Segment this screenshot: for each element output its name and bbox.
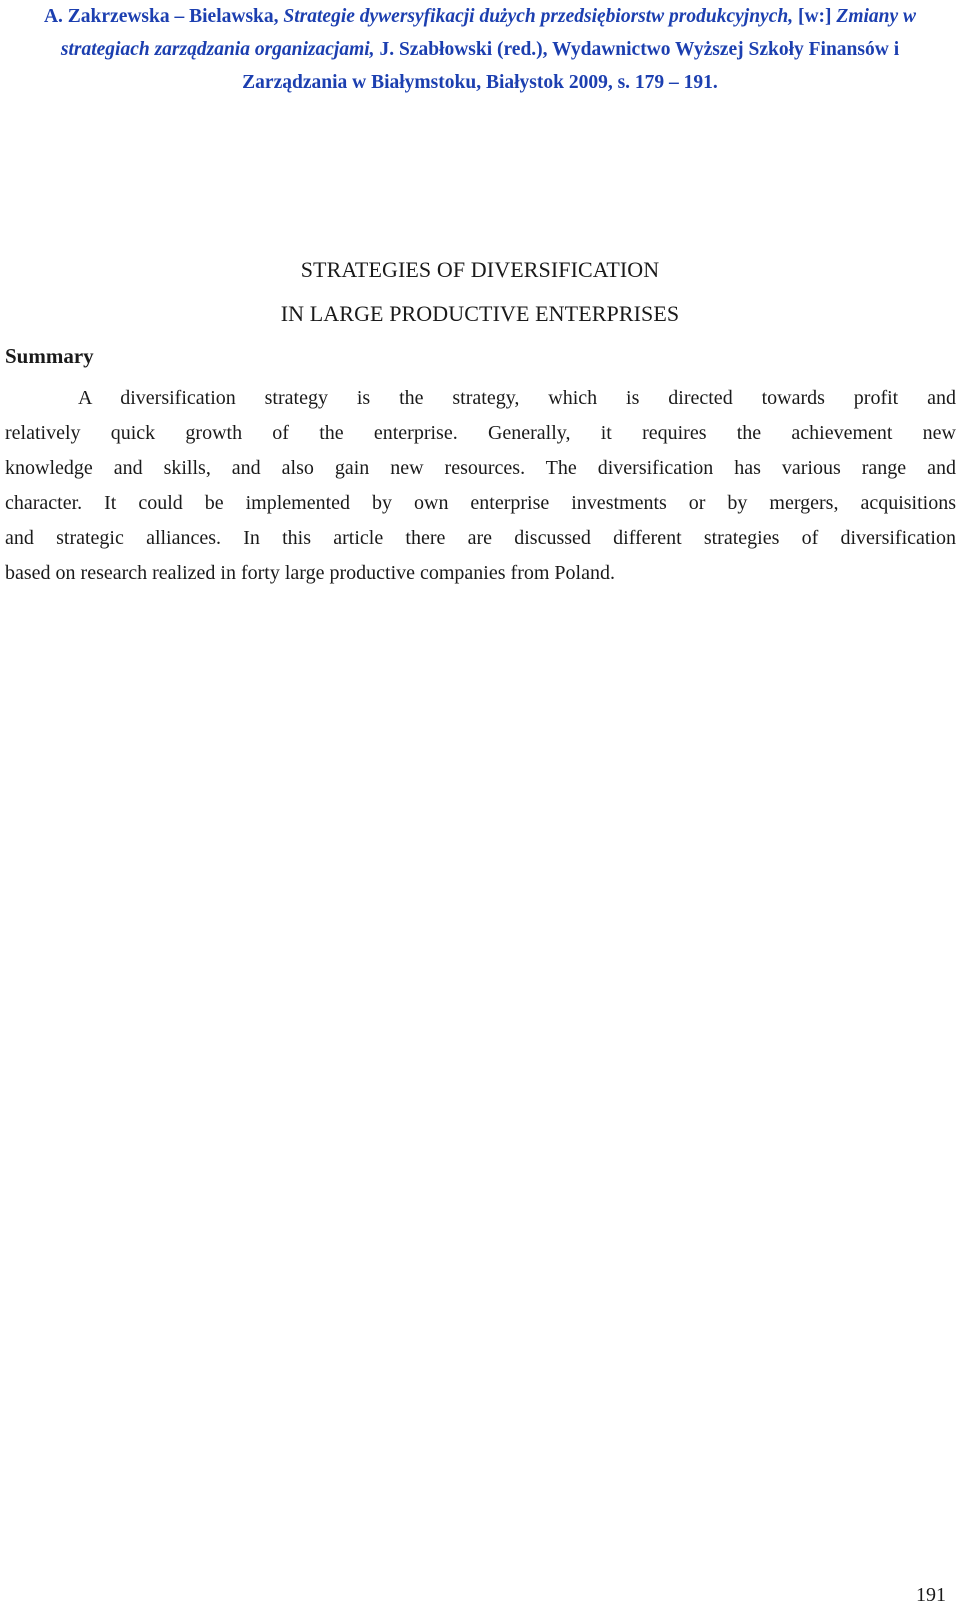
abstract-line: based on research realized in forty large productive companies from Poland. xyxy=(5,562,615,584)
abstract-line: knowledge and skills, and also gain new resources. The diversification has various range and xyxy=(5,457,956,479)
article-title-line-1: STRATEGIES OF DIVERSIFICATION xyxy=(300,257,660,282)
abstract-line: relatively quick growth of the enterprise. Generally, it requires the achievement new xyxy=(5,422,956,444)
citation-line-2 xyxy=(0,33,960,66)
citation-header xyxy=(0,0,960,99)
abstract-line: A diversification strategy is the strategy, which is directed towards profit and xyxy=(78,387,956,409)
citation-line-3: Zarządzania w Białymstoku, Białystok 2009, s. 179 – 191. xyxy=(242,72,718,93)
abstract-paragraph xyxy=(5,386,956,596)
citation-line-1 xyxy=(0,0,960,33)
citation-editor-publisher: J. Szabłowski (red.), Wydawnictwo Wyższej Szkoły Finansów i xyxy=(379,39,900,60)
article-title-line-2: IN LARGE PRODUCTIVE ENTERPRISES xyxy=(280,301,680,326)
abstract-line: character. It could be implemented by own enterprise investments or by mergers, acquisitions xyxy=(5,492,956,514)
citation-chapter-title: Strategie dywersyfikacji dużych przedsiębiorstw produkcyjnych, xyxy=(283,6,794,27)
citation-book-title-part1: Zmiany w xyxy=(836,6,917,27)
citation-author: A. Zakrzewska – Bielawska, xyxy=(43,6,279,27)
citation-in-marker: [w:] xyxy=(797,6,832,27)
summary-heading: Summary xyxy=(5,344,94,368)
citation-book-title-part2: strategiach zarządzania organizacjami, xyxy=(60,39,375,60)
page-number: 191 xyxy=(916,1584,946,1606)
abstract-line: and strategic alliances. In this article there are discussed different strategies of diversification xyxy=(5,527,956,549)
